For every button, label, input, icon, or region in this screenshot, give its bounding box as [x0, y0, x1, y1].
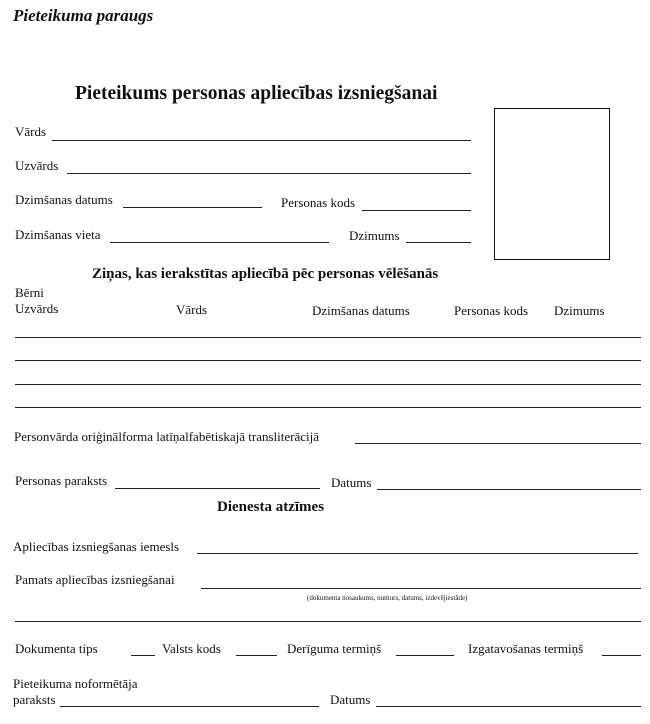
signature-date-label: Datums — [331, 475, 372, 490]
issue-reason-label: Apliecības izsniegšanas iemesls — [13, 539, 180, 554]
photo-box — [494, 108, 610, 260]
sex-field[interactable] — [406, 242, 471, 243]
issue-reason-field[interactable] — [197, 553, 638, 554]
name-field[interactable] — [52, 140, 471, 141]
preparer-signature-field[interactable] — [60, 706, 319, 707]
children-label: Bērni — [15, 285, 44, 300]
surname-label: Uzvārds — [15, 158, 59, 173]
col-surname: Uzvārds — [15, 301, 59, 316]
birth-place-field[interactable] — [110, 242, 329, 243]
birth-date-field[interactable] — [123, 207, 262, 208]
col-sex: Dzimums — [554, 303, 605, 318]
info-section-title: Ziņas, kas ierakstītas apliecībā pēc personas vēlēšanās — [92, 266, 439, 282]
col-personal-code: Personas kods — [454, 303, 529, 318]
issue-basis-field-2[interactable] — [15, 621, 641, 622]
name-label: Vārds — [15, 124, 47, 139]
birth-date-label: Dzimšanas datums — [15, 192, 113, 207]
sample-label: Pieteikuma paraugs — [13, 6, 154, 25]
country-code-label: Valsts kods — [162, 641, 221, 656]
doc-type-field[interactable] — [131, 655, 155, 656]
original-name-label: Personvārda oriģinālforma latīņalfabētiskajā transliterācijā — [14, 429, 320, 444]
preparer-label-line2: paraksts — [13, 692, 56, 707]
country-code-field[interactable] — [236, 655, 277, 656]
signature-label: Personas paraksts — [15, 473, 108, 488]
issue-basis-field[interactable] — [201, 588, 641, 589]
children-row-line[interactable] — [15, 407, 641, 408]
doc-type-label: Dokumenta tips — [15, 641, 98, 656]
children-row-line[interactable] — [15, 384, 641, 385]
validity-field[interactable] — [396, 655, 454, 656]
form-title: Pieteikums personas apliecības izsniegšanai — [75, 83, 438, 104]
issue-basis-hint: (dokumenta nosaukums, numurs, datums, izdevējiestāde) — [307, 594, 468, 602]
validity-label: Derīguma termiņš — [287, 641, 382, 656]
personal-code-label: Personas kods — [281, 195, 356, 210]
col-birth-date: Dzimšanas datums — [312, 303, 410, 318]
sex-label: Dzimums — [349, 228, 400, 243]
surname-field[interactable] — [67, 173, 471, 174]
production-field[interactable] — [602, 655, 641, 656]
birth-place-label: Dzimšanas vieta — [15, 227, 101, 242]
preparer-date-field[interactable] — [376, 706, 641, 707]
production-label: Izgatavošanas termiņš — [468, 641, 584, 656]
original-name-field[interactable] — [355, 443, 641, 444]
issue-basis-label: Pamats apliecības izsniegšanai — [15, 572, 175, 587]
service-notes-title: Dienesta atzīmes — [217, 499, 325, 515]
personal-code-field[interactable] — [362, 210, 471, 211]
children-row-line[interactable] — [15, 360, 641, 361]
children-row-line[interactable] — [15, 337, 641, 338]
preparer-date-label: Datums — [330, 692, 371, 707]
col-name: Vārds — [176, 302, 208, 317]
signature-date-field[interactable] — [377, 489, 641, 490]
signature-field[interactable] — [115, 488, 320, 489]
preparer-label-line1: Pieteikuma noformētāja — [13, 676, 138, 691]
